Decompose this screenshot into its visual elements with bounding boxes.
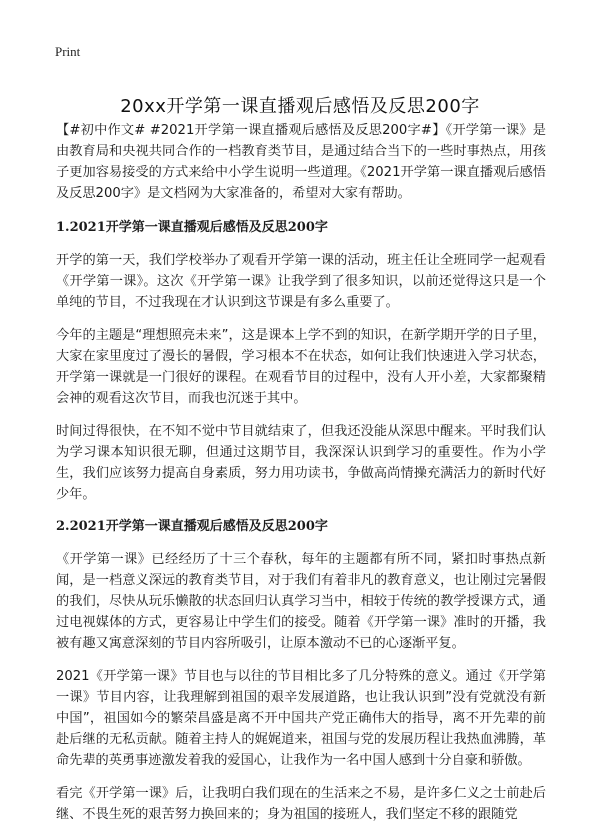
intro-paragraph: 【#初中作文# #2021开学第一课直播观后感悟及反思200字#】《开学第一课》是由教育局和央视共同合作的一档教育类节目，是通过结合当下的一些时事热点，用孩子更加容易接受的方式来给中小学生说明一些道理。《2021开学第一课直播观后感悟及反思200字》是文档网为大家准备的，希望对大家有帮助。 (56, 123, 546, 201)
section-1-paragraph: 开学的第一天，我们学校举办了观看开学第一课的活动，班主任让全班同学一起观看《开学第一课》。这次《开学第一课》让我学到了很多知识，以前还觉得这只是一个单纯的节目，不过我现在才认识到这节课是有多么重要了。 (56, 253, 546, 310)
section-1-paragraph: 时间过得很快，在不知不觉中节目就结束了，但我还没能从深思中醒来。平时我们认为学习课本知识很无聊，但通过这期节目，我深深认识到学习的重要性。作为小学生，我们应该努力提高自身素质，努力用功读书，争做高尚情操充满活力的新时代好少年。 (56, 424, 546, 502)
page-title: 20xx开学第一课直播观后感悟及反思200字 (120, 96, 480, 118)
section-2-paragraph: 2021《开学第一课》节目也与以往的节目相比多了几分特殊的意义。通过《开学第一课》节目内容，让我理解到祖国的艰辛发展道路，也让我认识到”没有党就没有新中国”，祖国如今的繁荣昌盛是离不开中国共产党正确伟大的指导，离不开先辈的前赴后继的无私贡献。随着主持人的娓娓道来，祖国与党的发展历程让我热血沸腾，革命先辈的英勇事迹激发着我的爱国心，让我作为一名中国人感到十分自豪和骄傲。 (56, 669, 546, 768)
section-heading-1: 1.2021开学第一课直播观后感悟及反思200字 (56, 220, 328, 235)
article-body (56, 120, 546, 828)
section-2-paragraph: 《开学第一课》已经经历了十三个春秋，每年的主题都有所不同，紧扣时事热点新闻，是一档意义深远的教育类节目，对于我们有着非凡的教育意义，也让刚过完暑假的我们，尽快从玩乐懒散的状态回归认真学习当中，相较于传统的教学授课方式，通过电视媒体的方式，更容易让中学生们的接受。随着《开学第一课》准时的开播，我被有趣又寓意深刻的节目内容所吸引，让原本激动不已的心逐渐平复。 (56, 552, 546, 651)
section-2-paragraph: 看完《开学第一课》后，让我明白我们现在的生活来之不易，是许多仁义之士前赴后继、不畏生死的艰苦努力换回来的；身为祖国的接班人，我们坚定不移的跟随党 (56, 786, 546, 822)
section-1-paragraph: 今年的主题是“理想照亮未来”，这是课本上学不到的知识，在新学期开学的日子里，大家在家里度过了漫长的暑假，学习根本不在状态，如何让我们快速进入学习状态，开学第一课就是一门很好的课程。在观看节目的过程中，没有人开小差，大家都聚精会神的观看这次节目，而我也沉迷于其中。 (56, 328, 546, 406)
print-link[interactable]: Print (55, 44, 81, 59)
section-heading-2: 2.2021开学第一课直播观后感悟及反思200字 (56, 519, 328, 534)
